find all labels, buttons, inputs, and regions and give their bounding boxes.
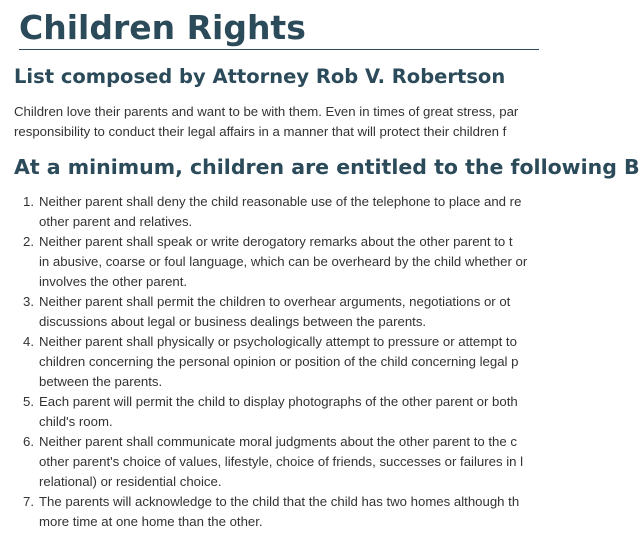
right-text-line: Neither parent shall physically or psychologically attempt to pressure or attempt to (39, 334, 517, 349)
right-text-line: The parents will acknowledge to the child that the child has two homes although th (39, 494, 520, 509)
right-number: 7. (23, 494, 34, 509)
title-underline (19, 49, 539, 50)
document-page (14, 0, 640, 532)
intro-line: Children love their parents and want to be with them. Even in times of great stress, par (14, 104, 519, 119)
right-text-line: between the parents. (39, 374, 163, 389)
right-text-line: Neither parent shall permit the children to overhear arguments, negotiations or ot (39, 294, 511, 309)
right-text-line: child's room. (39, 414, 113, 429)
right-text-line: relational) or residential choice. (39, 474, 222, 489)
right-text-line: involves the other parent. (39, 274, 188, 289)
right-text-line: more time at one home than the other. (39, 514, 263, 529)
right-text-line: children concerning the personal opinion or position of the child concerning legal p (39, 354, 519, 369)
right-item (14, 192, 639, 232)
right-number: 2. (23, 234, 34, 249)
right-number: 5. (23, 394, 34, 409)
right-item (14, 492, 639, 532)
author-subtitle: List composed by Attorney Rob V. Robertson (14, 65, 506, 88)
right-text-line: Neither parent shall speak or write derogatory remarks about the other parent to t (39, 234, 513, 249)
right-item (14, 292, 639, 332)
right-text-line: other parent and relatives. (39, 214, 193, 229)
intro-line: responsibility to conduct their legal affairs in a manner that will protect their children f (14, 124, 507, 139)
right-text-line: Neither parent shall communicate moral judgments about the other parent to the c (39, 434, 517, 449)
right-item (14, 432, 639, 492)
right-text-line: Each parent will permit the child to display photographs of the other parent or both (39, 394, 518, 409)
right-item (14, 392, 639, 432)
right-item (14, 232, 639, 292)
right-number: 4. (23, 334, 34, 349)
intro-paragraph (14, 102, 614, 142)
right-text-line: other parent's choice of values, lifestyle, choice of friends, successes or failures in l (39, 454, 524, 469)
right-text-line: Neither parent shall deny the child reasonable use of the telephone to place and re (39, 194, 522, 209)
rights-list (14, 192, 614, 532)
right-number: 1. (23, 194, 34, 209)
rights-section-heading: At a minimum, children are entitled to the following B (14, 155, 640, 179)
right-number: 3. (23, 294, 34, 309)
right-number: 6. (23, 434, 34, 449)
right-item (14, 332, 639, 392)
page-title: Children Rights (19, 8, 306, 47)
right-text-line: discussions about legal or business dealings between the parents. (39, 314, 427, 329)
right-text-line: in abusive, coarse or foul language, which can be overheard by the child whether or (39, 254, 528, 269)
